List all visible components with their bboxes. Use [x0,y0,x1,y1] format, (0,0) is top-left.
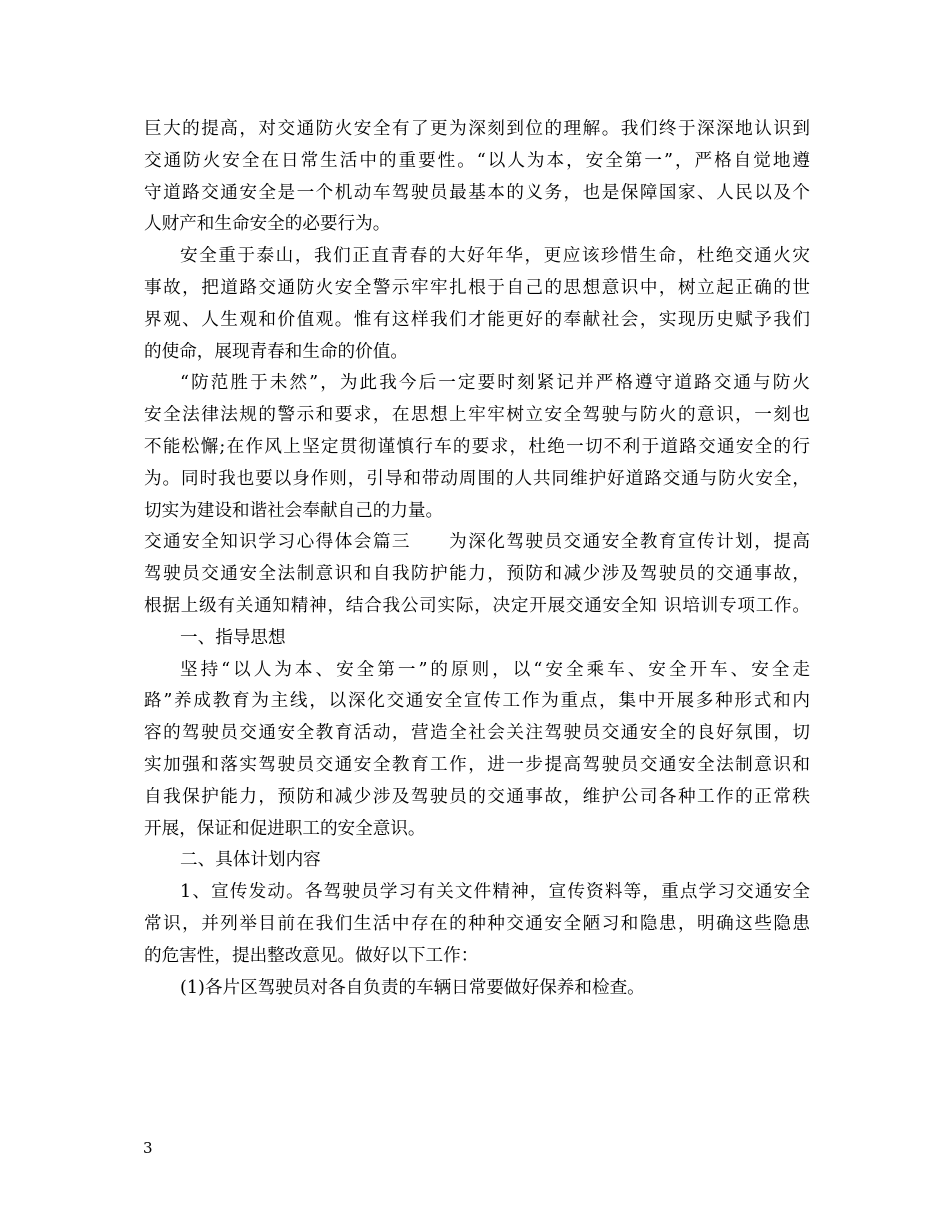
text-line: 安全重于泰山，我们正直青春的大好年华，更应该珍惜生命，杜绝交通火灾 [180,246,810,267]
text-line: 驾驶员交通安全法制意识和自我防护能力，预防和减少涉及驾驶员的交通事故， [144,564,810,585]
text-line: 实加强和落实驾驶员交通安全教育工作，进一步提高驾驶员交通安全法制意识和 [144,754,810,775]
text-line: 巨大的提高，对交通防火安全有了更为深刻到位的理解。我们终于深深地认识到 [144,119,810,139]
text-line: 人财产和生命安全的必要行为。 [144,214,391,235]
text-line: 坚持“以人为本、安全第一”的原则，以“安全乘车、安全开车、安全走 [180,659,810,680]
text-line: (1)各片区驾驶员对各自负责的车辆日常要做好保养和检查。 [180,977,645,998]
document-body [144,114,810,1004]
text-line: 为。同时我也要以身作则，引导和带动周围的人共同维护好道路交通与防火安全， [144,468,810,489]
text-line: 交通防火安全在日常生活中的重要性。“以人为本，安全第一”，严格自觉地遵 [144,150,810,171]
text-line: 不能松懈;在作风上坚定贯彻谨慎行车的要求，杜绝一切不利于道路交通安全的行 [144,436,810,457]
text-line: 根据上级有关通知精神，结合我公司实际，决定开展交通安全知 识培训专项工作。 [144,595,810,616]
text-line: 自我保护能力，预防和减少涉及驾驶员的交通事故，维护公司各种工作的正常秩 [144,786,810,807]
text-line: 一、指导思想 [180,627,286,648]
page-number: 3 [143,1139,153,1157]
text-line: 常识，并列举目前在我们生活中存在的种种交通安全陋习和隐患，明确这些隐患 [144,913,810,934]
text-line: 容的驾驶员交通安全教育活动，营造全社会关注驾驶员交通安全的良好氛围，切 [144,723,810,744]
text-line: 二、具体计划内容 [180,850,321,871]
text-line: 切实为建设和谐社会奉献自己的力量。 [144,500,444,521]
text-line: 守道路交通安全是一个机动车驾驶员最基本的义务，也是保障国家、人民以及个 [144,182,810,203]
text-line: 的危害性，提出整改意见。做好以下工作： [144,945,479,966]
text-line: 1、宣传发动。各驾驶员学习有关文件精神，宣传资料等，重点学习交通安全 [180,882,810,903]
text-line: 路”养成教育为主线，以深化交通安全宣传工作为重点，集中开展多种形式和内 [144,691,810,712]
text-line: 界观、人生观和价值观。惟有这样我们才能更好的奉献社会，实现历史赋予我们 [144,309,810,330]
text-line: 交通安全知识学习心得体会篇三 为深化驾驶员交通安全教育宣传计划，提高 [144,532,810,553]
text-line: 事故，把道路交通防火安全警示牢牢扎根于自己的思想意识中，树立起正确的世 [144,277,810,298]
text-line: 安全法律法规的警示和要求，在思想上牢牢树立安全驾驶与防火的意识，一刻也 [144,405,810,426]
text-line: 开展，保证和促进职工的安全意识。 [144,818,426,839]
text-line: “防范胜于未然”，为此我今后一定要时刻紧记并严格遵守道路交通与防火 [180,373,810,394]
text-line: 的使命，展现青春和生命的价值。 [144,341,408,362]
text-block [144,114,810,1004]
